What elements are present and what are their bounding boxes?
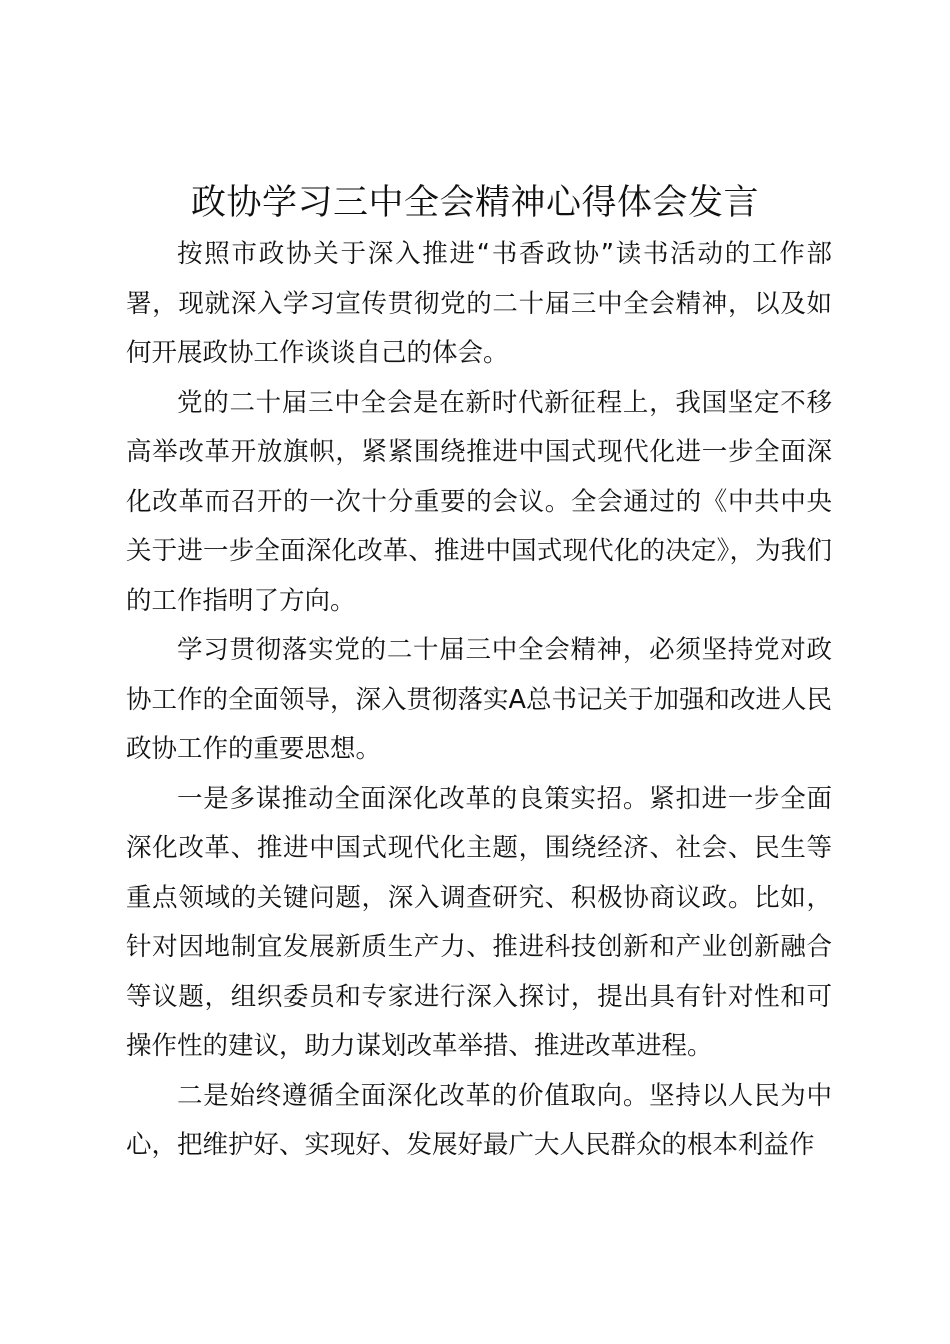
paragraph-plenum-significance: 党的二十届三中全会是在新时代新征程上，我国坚定不移高举改革开放旗帜，紧紧围绕推进中国式现代化进一步全面深化改革而召开的一次十分重要的会议。全会通过的《中共中央关于进一步全面深化改革、推进中国式现代化的决定》，为我们的工作指明了方向。 (126, 387, 832, 616)
document-body (126, 230, 832, 1171)
paragraph-point-one: 一是多谋推动全面深化改革的良策实招。紧扣进一步全面深化改革、推进中国式现代化主题，围绕经济、社会、民生等重点领域的关键问题，深入调查研究、积极协商议政。比如，针对因地制宜发展新质生产力、推进科技创新和产业创新融合等议题，组织委员和专家进行深入探讨，提出具有针对性和可操作性的建议，助力谋划改革举措、推进改革进程。 (126, 783, 832, 1061)
paragraph-intro: 按照市政协关于深入推进“书香政协”读书活动的工作部署，现就深入学习宣传贯彻党的二十届三中全会精神，以及如何开展政协工作谈谈自己的体会。 (126, 239, 832, 368)
document-title: 政协学习三中全会精神心得体会发言 (190, 183, 759, 223)
paragraph-party-leadership: 学习贯彻落实党的二十届三中全会精神，必须坚持党对政协工作的全面领导，深入贯彻落实A总书记关于加强和改进人民政协工作的重要思想。 (126, 635, 832, 764)
paragraph-point-two: 二是始终遵循全面深化改革的价值取向。坚持以人民为中心，把维护好、实现好、发展好最广大人民群众的根本利益作 (126, 1080, 832, 1160)
